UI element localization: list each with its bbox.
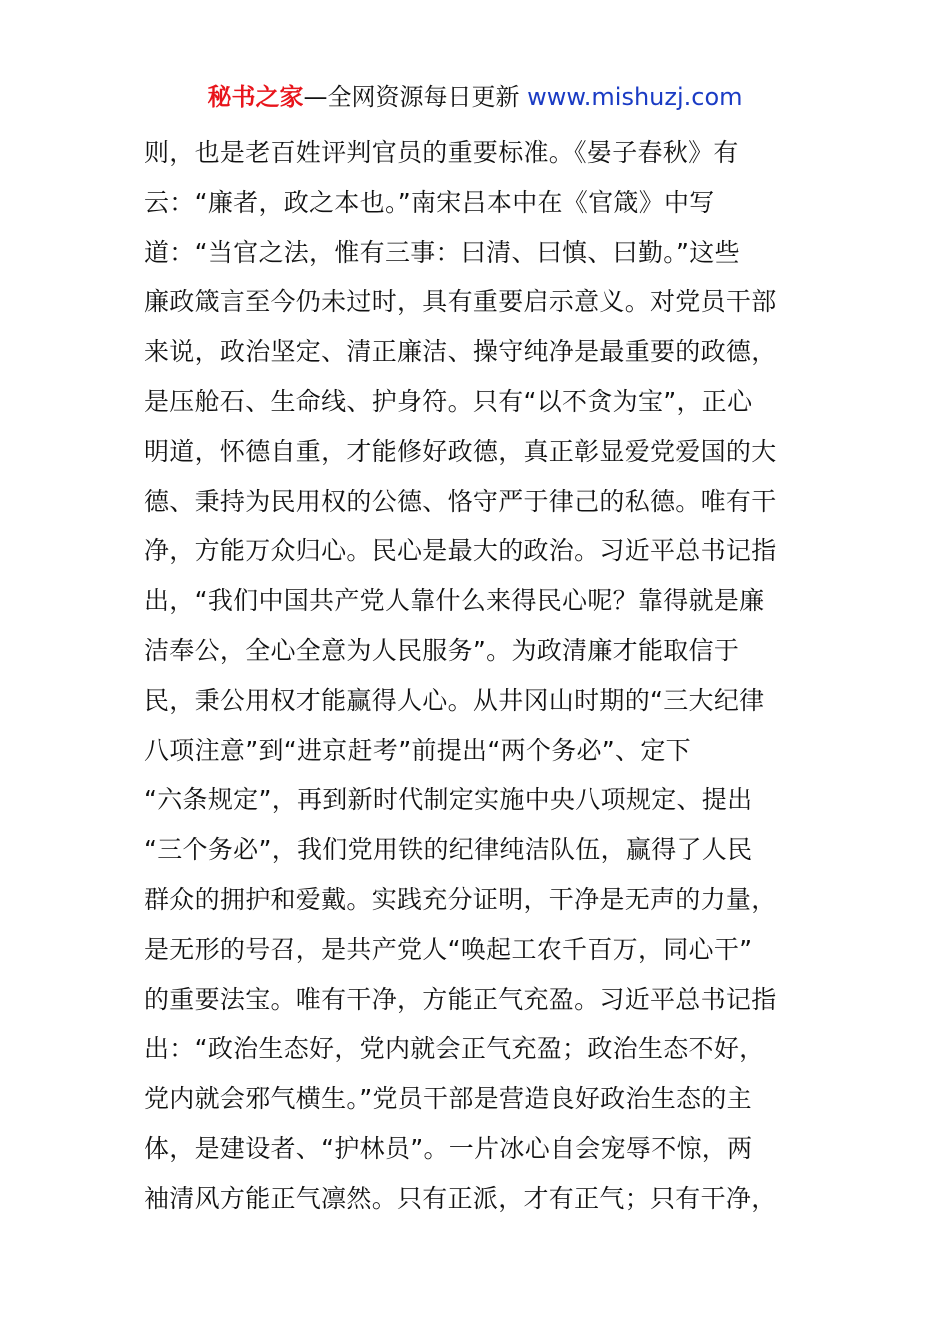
text-line: 群众的拥护和爱戴。实践充分证明，干净是无声的力量，: [144, 884, 777, 914]
text-line: 的重要法宝。唯有干净，方能正气充盈。习近平总书记指: [144, 984, 777, 1014]
text-line: 是压舱石、生命线、护身符。只有“以不贪为宝”，正心: [144, 386, 753, 416]
text-line: 廉政箴言至今仍未过时，具有重要启示意义。对党员干部: [144, 287, 777, 317]
header-dash: —: [303, 83, 328, 111]
text-line: 体，是建设者、“护林员”。一片冰心自会宠辱不惊，两: [144, 1133, 753, 1163]
text-line: “三个务必”，我们党用铁的纪律纯洁队伍，赢得了人民: [144, 835, 753, 865]
text-line: 净，方能万众归心。民心是最大的政治。习近平总书记指: [144, 536, 777, 566]
text-line: 出，“我们中国共产党人靠什么来得民心呢？靠得就是廉: [144, 586, 765, 616]
text-line: 是无形的号召，是共产党人“唤起工农千百万，同心干”: [144, 934, 753, 964]
document-body: [144, 128, 808, 1224]
text-line: “六条规定”，再到新时代制定实施中央八项规定、提出: [144, 785, 753, 815]
text-line: 袖清风方能正气凛然。只有正派，才有正气；只有干净，: [144, 1183, 777, 1213]
text-line: 则，也是老百姓评判官员的重要标准。《晏子春秋》有: [144, 138, 739, 167]
text-line: 道：“当官之法，惟有三事：曰清、曰慎、曰勤。”这些: [144, 237, 740, 267]
text-line: 民，秉公用权才能赢得人心。从井冈山时期的“三大纪律: [144, 685, 765, 715]
text-line: 洁奉公，全心全意为人民服务”。为政清廉才能取信于: [144, 635, 740, 665]
text-line: 来说，政治坚定、清正廉洁、操守纯净是最重要的政德，: [144, 337, 777, 367]
text-line: 明道，怀德自重，才能修好政德，真正彰显爱党爱国的大: [144, 436, 777, 466]
site-url-link[interactable]: www.mishuzj.com: [527, 83, 743, 111]
text-line: 德、秉持为民用权的公德、恪守严于律己的私德。唯有干: [144, 486, 777, 516]
site-brand: 秘书之家: [207, 83, 304, 111]
text-line: 党内就会邪气横生。”党员干部是营造良好政治生态的主: [144, 1084, 752, 1114]
site-header: [0, 82, 950, 112]
text-line: 八项注意”到“进京赶考”前提出“两个务必”、定下: [144, 735, 691, 765]
site-tagline: 全网资源每日更新: [327, 83, 528, 111]
text-line: 云：“廉者，政之本也。”南宋吕本中在《官箴》中写: [144, 187, 715, 217]
text-line: 出：“政治生态好，党内就会正气充盈；政治生态不好，: [144, 1034, 765, 1064]
